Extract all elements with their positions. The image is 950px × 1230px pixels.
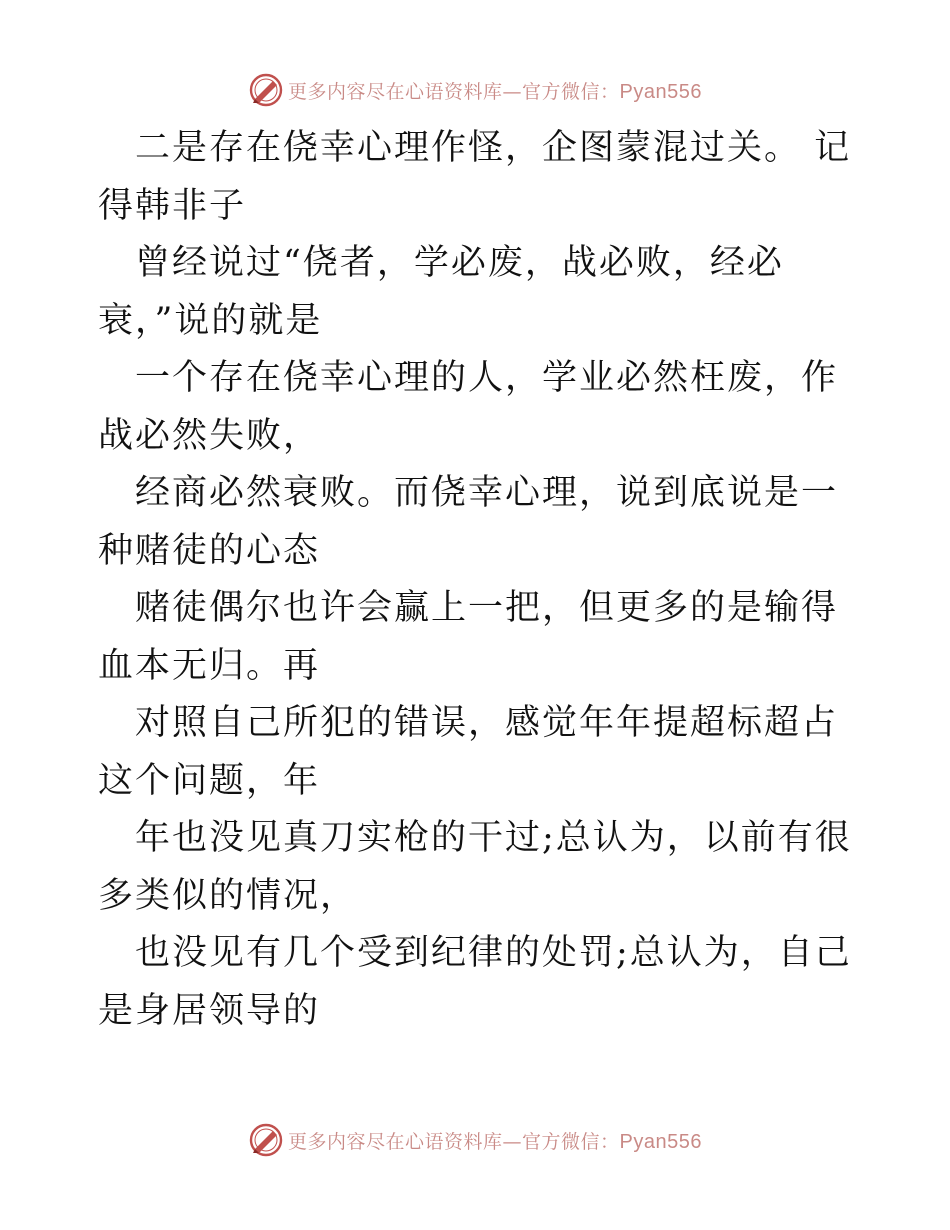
pen-logo-icon (248, 1122, 284, 1158)
paragraph: 赌徒偶尔也许会赢上一把，但更多的是输得血本无归。再 (98, 588, 839, 686)
watermark-text: 更多内容尽在心语资料库—官方微信：Pyan556 (288, 1130, 702, 1153)
paragraph: 年也没见真刀实枪的干过;总认为，以前有很多类似的情况， (98, 818, 852, 916)
paragraph: 对照自己所犯的错误，感觉年年提超标超占这个问题，年 (98, 703, 839, 801)
document-body (98, 120, 858, 1040)
paragraph: 一个存在侥幸心理的人，学业必然枉废，作战必然失败， (98, 358, 839, 456)
header-watermark (0, 70, 950, 110)
paragraph: 二是存在侥幸心理作怪，企图蒙混过关。 记得韩非子 (98, 128, 852, 226)
pen-logo-icon (248, 72, 284, 108)
footer-watermark (0, 1120, 950, 1160)
paragraph: 也没见有几个受到纪律的处罚;总认为，自己是身居领导的 (98, 933, 852, 1031)
paragraph: 经商必然衰败。而侥幸心理，说到底说是一种赌徒的心态 (98, 473, 839, 571)
paragraph: 曾经说过“侥者，学必废，战必败，经必衰，”说的就是 (98, 243, 784, 341)
watermark-text: 更多内容尽在心语资料库—官方微信：Pyan556 (288, 80, 702, 103)
